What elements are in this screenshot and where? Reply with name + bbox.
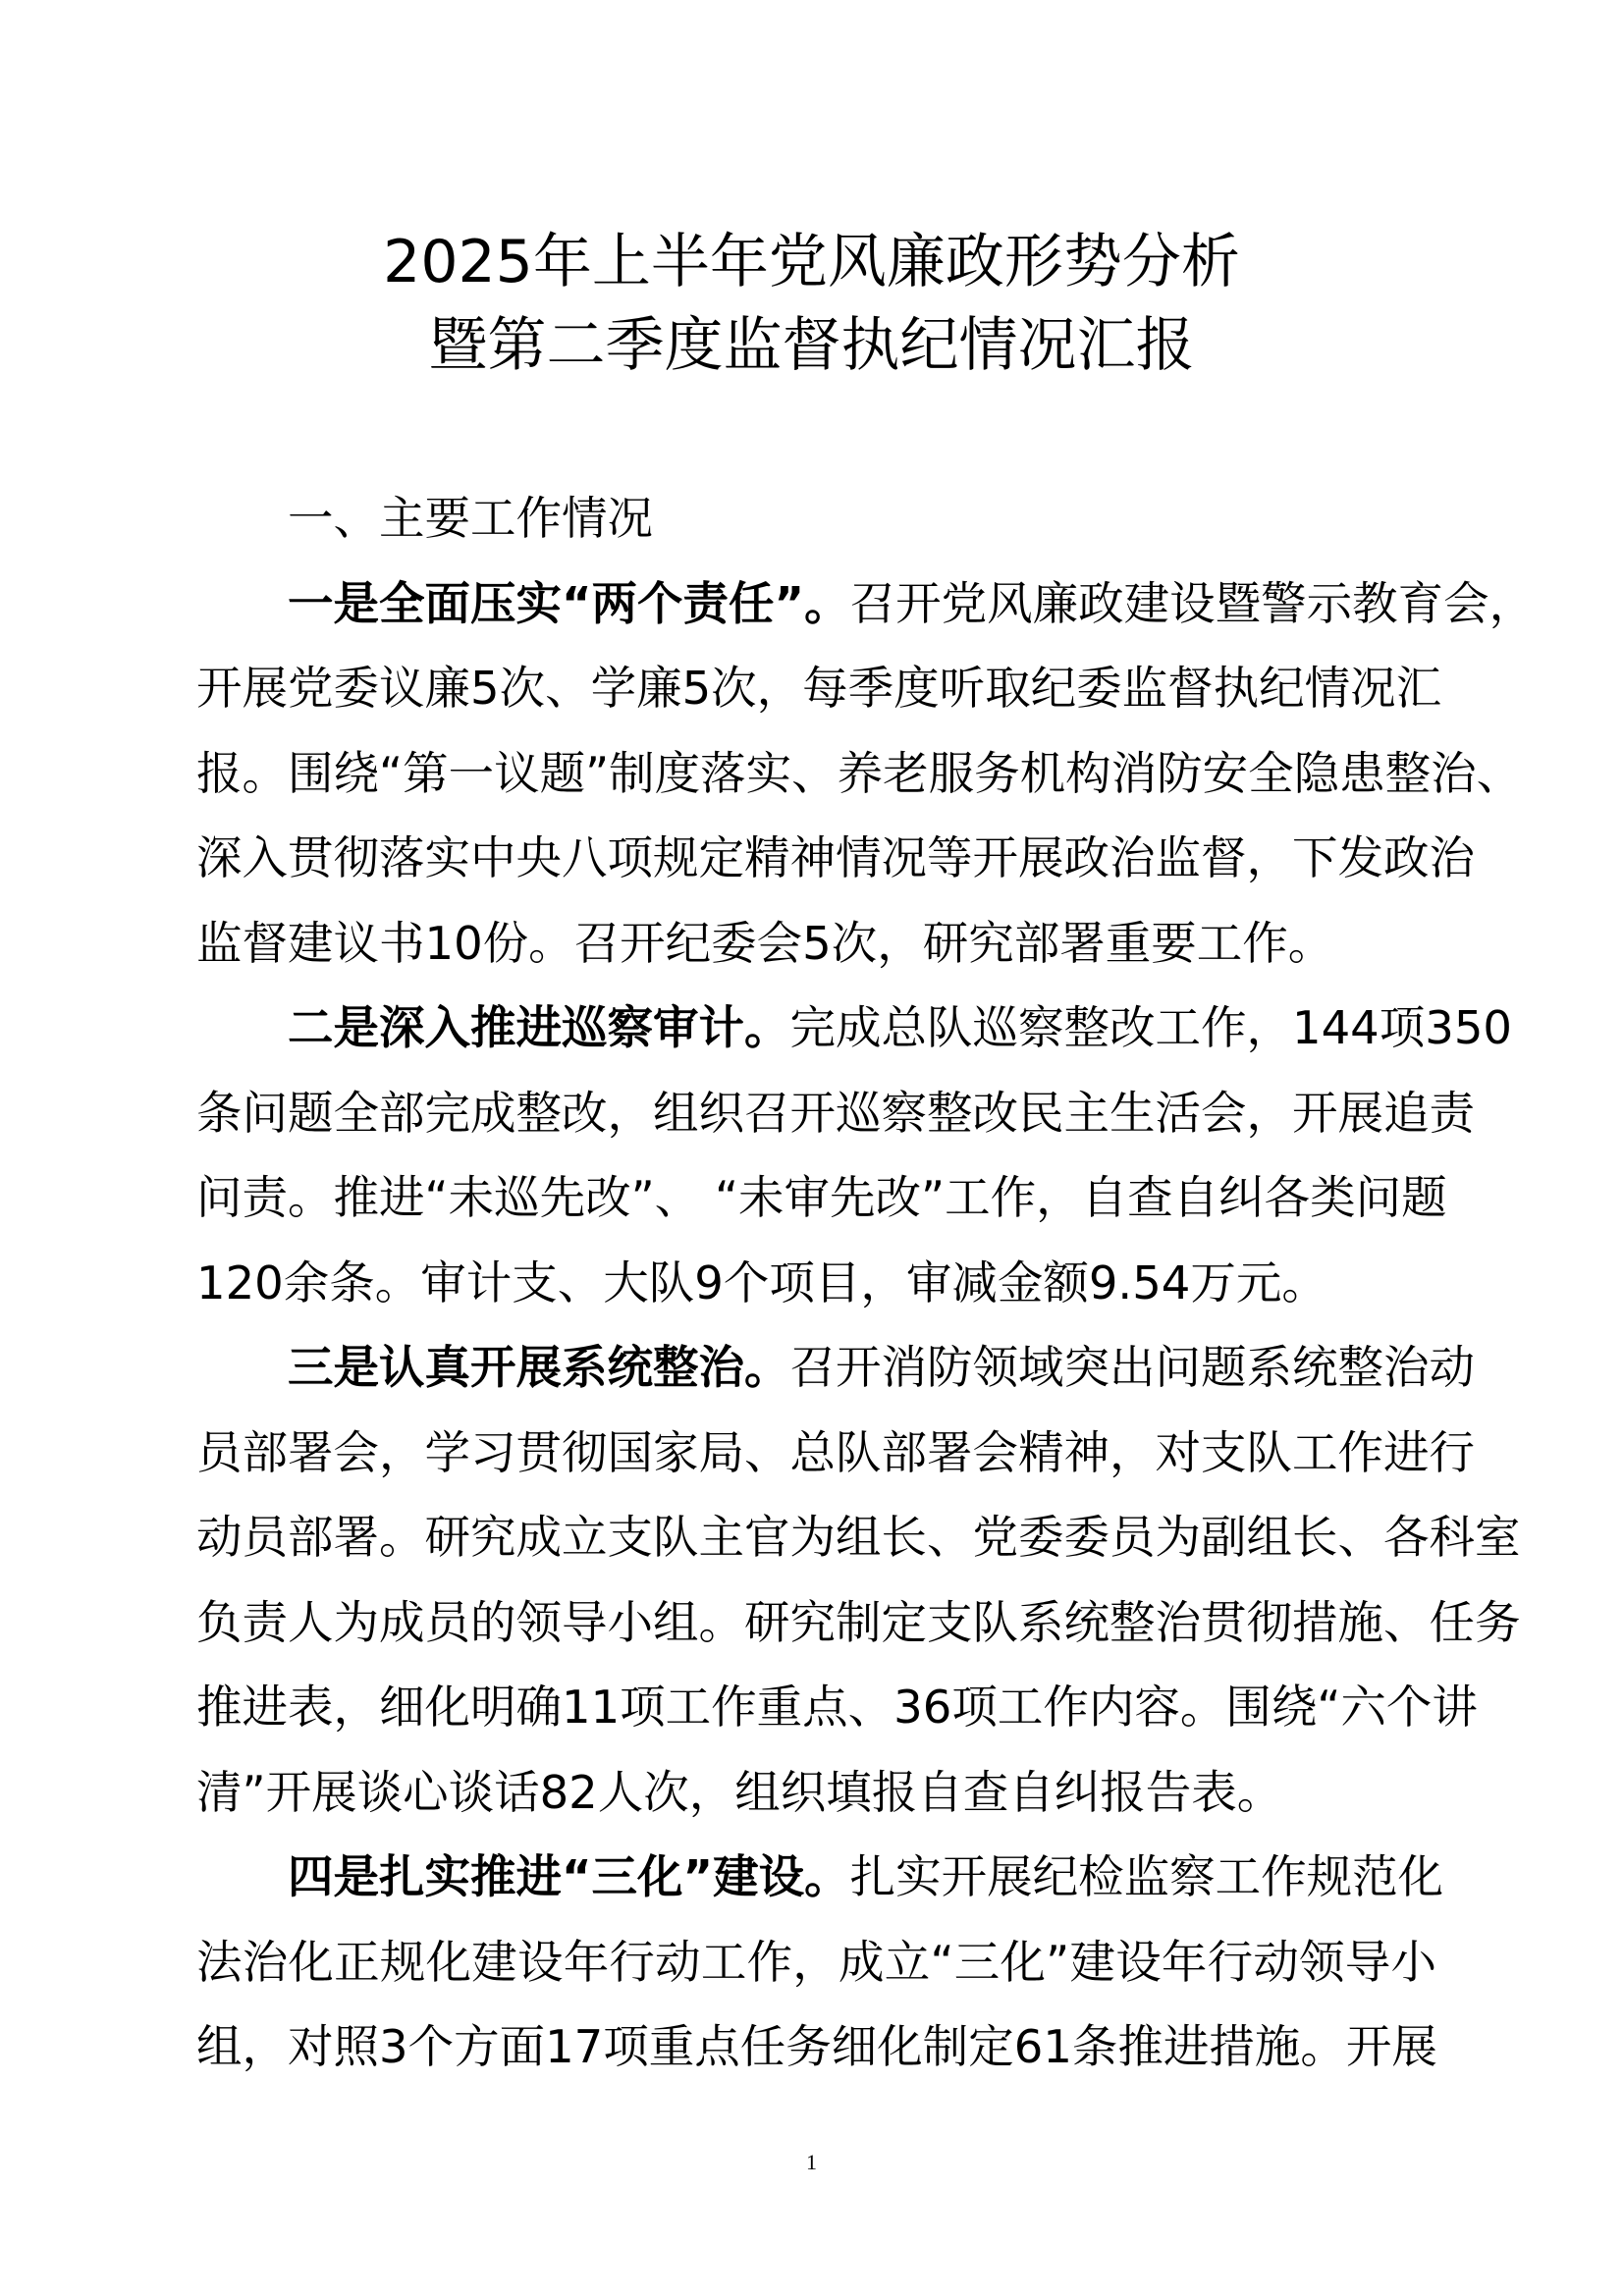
paragraph-lead: 二是深入推进巡察审计。 <box>288 1001 790 1054</box>
title-line-2: 暨第二季度监督执纪情况汇报 <box>428 311 1195 380</box>
paragraph-line: 动员部署。研究成立支队主官为组长、党委委员为副组长、各科室 <box>196 1511 1521 1564</box>
paragraph-line: 法治化正规化建设年行动工作，成立“三化”建设年行动领导小 <box>196 1935 1436 1989</box>
paragraph-line: 问责。推进“未巡先改”、 “未审先改”工作，自查自纠各类问题 <box>196 1171 1447 1224</box>
line-text: 扎实开展纪检监察工作规范化 <box>849 1850 1444 1903</box>
line-text: 完成总队巡察整改工作，144项350 <box>789 1001 1513 1054</box>
paragraph-line: 员部署会，学习贯彻国家局、总队部署会精神，对支队工作进行 <box>196 1425 1475 1479</box>
paragraph-line: 清”开展谈心谈话82人次，组织填报自查自纠报告表。 <box>196 1765 1283 1819</box>
paragraph-line <box>196 561 1536 647</box>
paragraph-line: 条问题全部完成整改，组织召开巡察整改民主生活会，开展追责 <box>196 1086 1475 1140</box>
paragraph-line: 开展党委议廉5次、学廉5次，每季度听取纪委监督执纪情况汇 <box>196 662 1442 715</box>
paragraph-line: 组，对照3个方面17项重点任务细化制定61条推进措施。开展 <box>196 2020 1437 2073</box>
paragraph-line: 报。围绕“第一议题”制度落实、养老服务机构消防安全隐患整治、 <box>196 746 1523 800</box>
document-body <box>196 476 1536 2090</box>
paragraph-2 <box>196 986 1513 1325</box>
paragraph-line <box>196 1835 1444 1920</box>
paragraph-1 <box>196 561 1536 987</box>
paragraph-lead: 一是全面压实“两个责任”。 <box>288 576 850 630</box>
paragraph-line <box>196 986 1513 1071</box>
line-text: 召开党风廉政建设暨警示教育会， <box>849 576 1536 630</box>
paragraph-lead: 三是认真开展系统整治。 <box>288 1341 790 1394</box>
title-line-1: 2025年上半年党风廉政形势分析 <box>383 228 1240 296</box>
paragraph-line: 深入贯彻落实中央八项规定精神情况等开展政治监督，下发政治 <box>196 831 1475 884</box>
line-text: 召开消防领域突出问题系统整治动 <box>789 1341 1475 1394</box>
paragraph-line: 推进表，细化明确11项工作重点、36项工作内容。围绕“六个讲 <box>196 1681 1478 1734</box>
paragraph-3 <box>196 1325 1521 1835</box>
section-heading: 一、主要工作情况 <box>288 492 653 545</box>
paragraph-line <box>196 1325 1475 1411</box>
paragraph-4 <box>196 1835 1444 2090</box>
page-number: 1 <box>806 2150 817 2174</box>
document-title <box>0 221 1623 388</box>
paragraph-line: 监督建议书10份。召开纪委会5次，研究部署重要工作。 <box>196 916 1334 970</box>
paragraph-line: 负责人为成员的领导小组。研究制定支队系统整治贯彻措施、任务 <box>196 1595 1521 1649</box>
paragraph-lead: 四是扎实推进“三化”建设。 <box>288 1850 850 1903</box>
paragraph-line: 120余条。审计支、大队9个项目，审减金额9.54万元。 <box>196 1255 1327 1309</box>
